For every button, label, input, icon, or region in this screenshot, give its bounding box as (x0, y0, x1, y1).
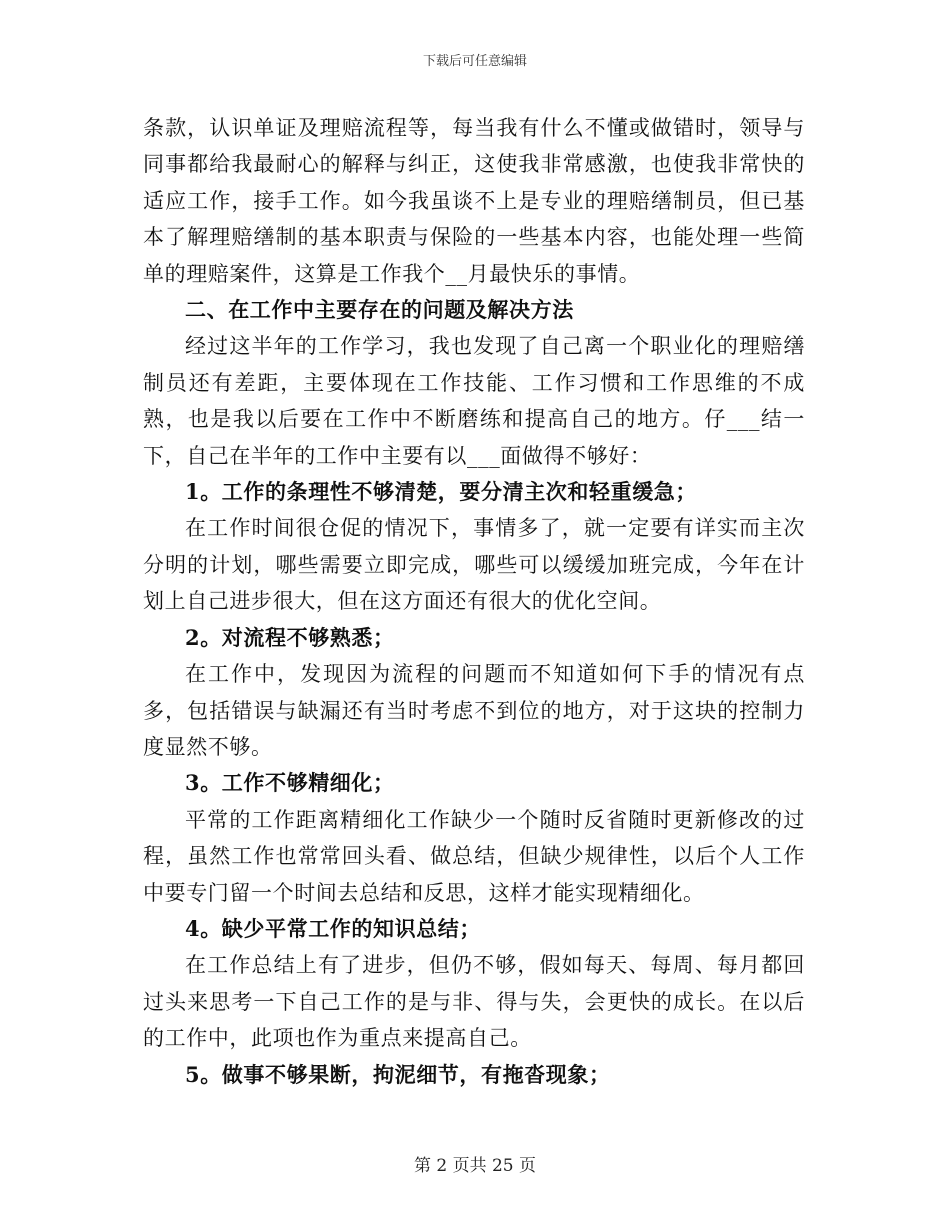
section-heading-problems: 二、在工作中主要存在的问题及解决方法 (185, 297, 574, 323)
subheading-item-1: 1。工作的条理性不够清楚，要分清主次和轻重缓急； (185, 479, 698, 505)
subheading-item-3: 3。工作不够精细化； (185, 770, 395, 796)
paragraph-item-3: 平常的工作距离精细化工作缺少一个随时反省随时更新修改的过程，虽然工作也常常回头看、做总结，但缺少规律性，以后个人工作中要专门留一个时间去总结和反思，这样才能实现精细化。 (143, 807, 805, 905)
page-header: 下载后可任意编辑 (422, 54, 527, 69)
document-body (143, 110, 805, 1093)
subheading-item-5: 5。做事不够果断，拘泥细节，有拖沓现象； (185, 1061, 611, 1087)
paragraph-continuation: 条款，认识单证及理赔流程等，每当我有什么不懂或做错时，领导与同事都给我最耐心的解释与纠正，这使我非常感激，也使我非常快的适应工作，接手工作。如今我虽谈不上是专业的理赔缮制员，但已基本了解理赔缮制的基本职责与保险的一些基本内容，也能处理一些简单的理赔案件，这算是工作我个__月最快乐的事情。 (143, 116, 805, 286)
paragraph-item-1: 在工作时间很仓促的情况下，事情多了，就一定要有详实而主次分明的计划，哪些需要立即完成，哪些可以缓缓加班完成，今年在计划上自己进步很大，但在这方面还有很大的优化空间。 (143, 516, 805, 614)
subheading-item-2: 2。对流程不够熟悉； (185, 624, 395, 650)
paragraph-problems-intro: 经过这半年的工作学习，我也发现了自己离一个职业化的理赔缮制员还有差距，主要体现在工作技能、工作习惯和工作思维的不成熟，也是我以后要在工作中不断磨练和提高自己的地方。仔___结一下，自己在半年的工作中主要有以___面做得不够好： (143, 334, 805, 468)
paragraph-item-4: 在工作总结上有了进步，但仍不够，假如每天、每周、每月都回过头来思考一下自己工作的是与非、得与失，会更快的成长。在以后的工作中，此项也作为重点来提高自己。 (143, 953, 805, 1051)
paragraph-item-2: 在工作中，发现因为流程的问题而不知道如何下手的情况有点多，包括错误与缺漏还有当时考虑不到位的地方，对于这块的控制力度显然不够。 (143, 662, 805, 759)
subheading-item-4: 4。缺少平常工作的知识总结； (185, 915, 482, 941)
page-footer: 第 2 页共 25 页 (413, 1156, 537, 1176)
